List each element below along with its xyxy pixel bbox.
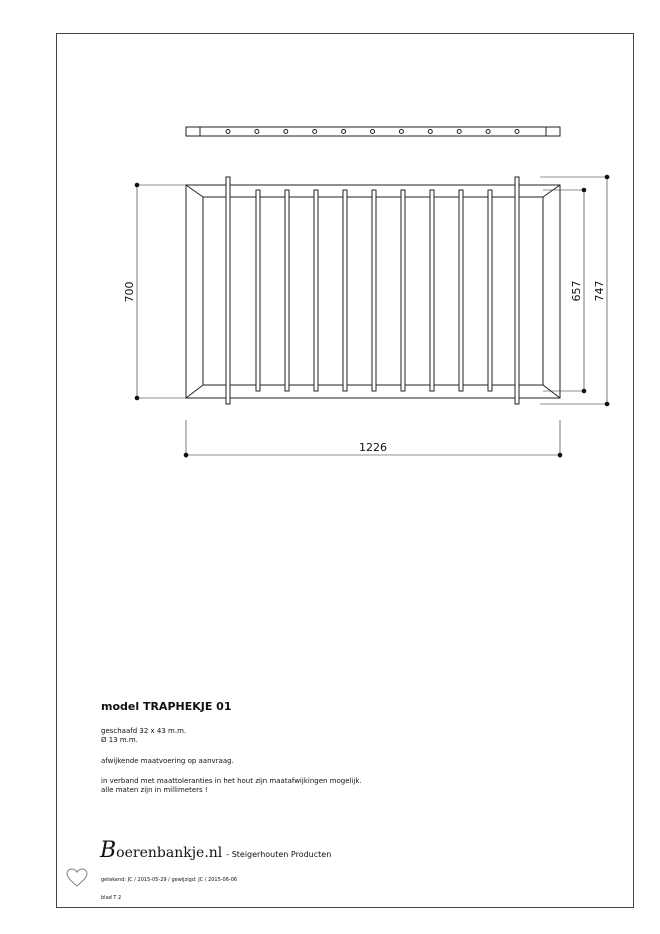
brand-logo <box>100 840 331 862</box>
dimension-label-700: 700 <box>123 281 136 303</box>
brand-name: oerenbankje.nl <box>116 845 223 861</box>
sheet-number: blad T 2 <box>101 895 122 901</box>
spec-dimensions: geschaafd 32 x 43 m.m. <box>101 727 187 735</box>
rung <box>430 190 434 391</box>
rung <box>256 190 260 391</box>
rung <box>401 190 405 391</box>
rung <box>343 190 347 391</box>
note-millimeters: alle maten zijn in millimeters ! <box>101 786 208 794</box>
model-title: model TRAPHEKJE 01 <box>101 700 232 713</box>
rung <box>314 190 318 391</box>
spec-diameter: Ø 13 m.m. <box>101 736 138 744</box>
top-view-beam <box>186 127 560 136</box>
rung <box>285 190 289 391</box>
rung <box>488 190 492 391</box>
post-right <box>515 177 519 404</box>
brand-initial: B <box>100 838 117 863</box>
rung <box>372 190 376 391</box>
post-left <box>226 177 230 404</box>
drawn-by-info: getekend: JC / 2015-05-29 / gewijzigd: JC / 2015-06-06 <box>101 877 238 883</box>
dimension-label-657: 657 <box>570 280 583 302</box>
front-view-rungs <box>256 190 492 391</box>
dimension-label-1226: 1226 <box>359 441 387 454</box>
top-view <box>186 127 560 136</box>
dimension-label-747: 747 <box>593 280 606 302</box>
brand-tagline: - Steigerhouten Producten <box>226 850 332 859</box>
heart-icon <box>66 868 88 888</box>
front-view <box>186 177 560 404</box>
note-tolerances: in verband met maattoleranties in het hout zijn maatafwijkingen mogelijk. <box>101 777 362 785</box>
rung <box>459 190 463 391</box>
note-custom-sizes: afwijkende maatvoering op aanvraag. <box>101 757 234 765</box>
